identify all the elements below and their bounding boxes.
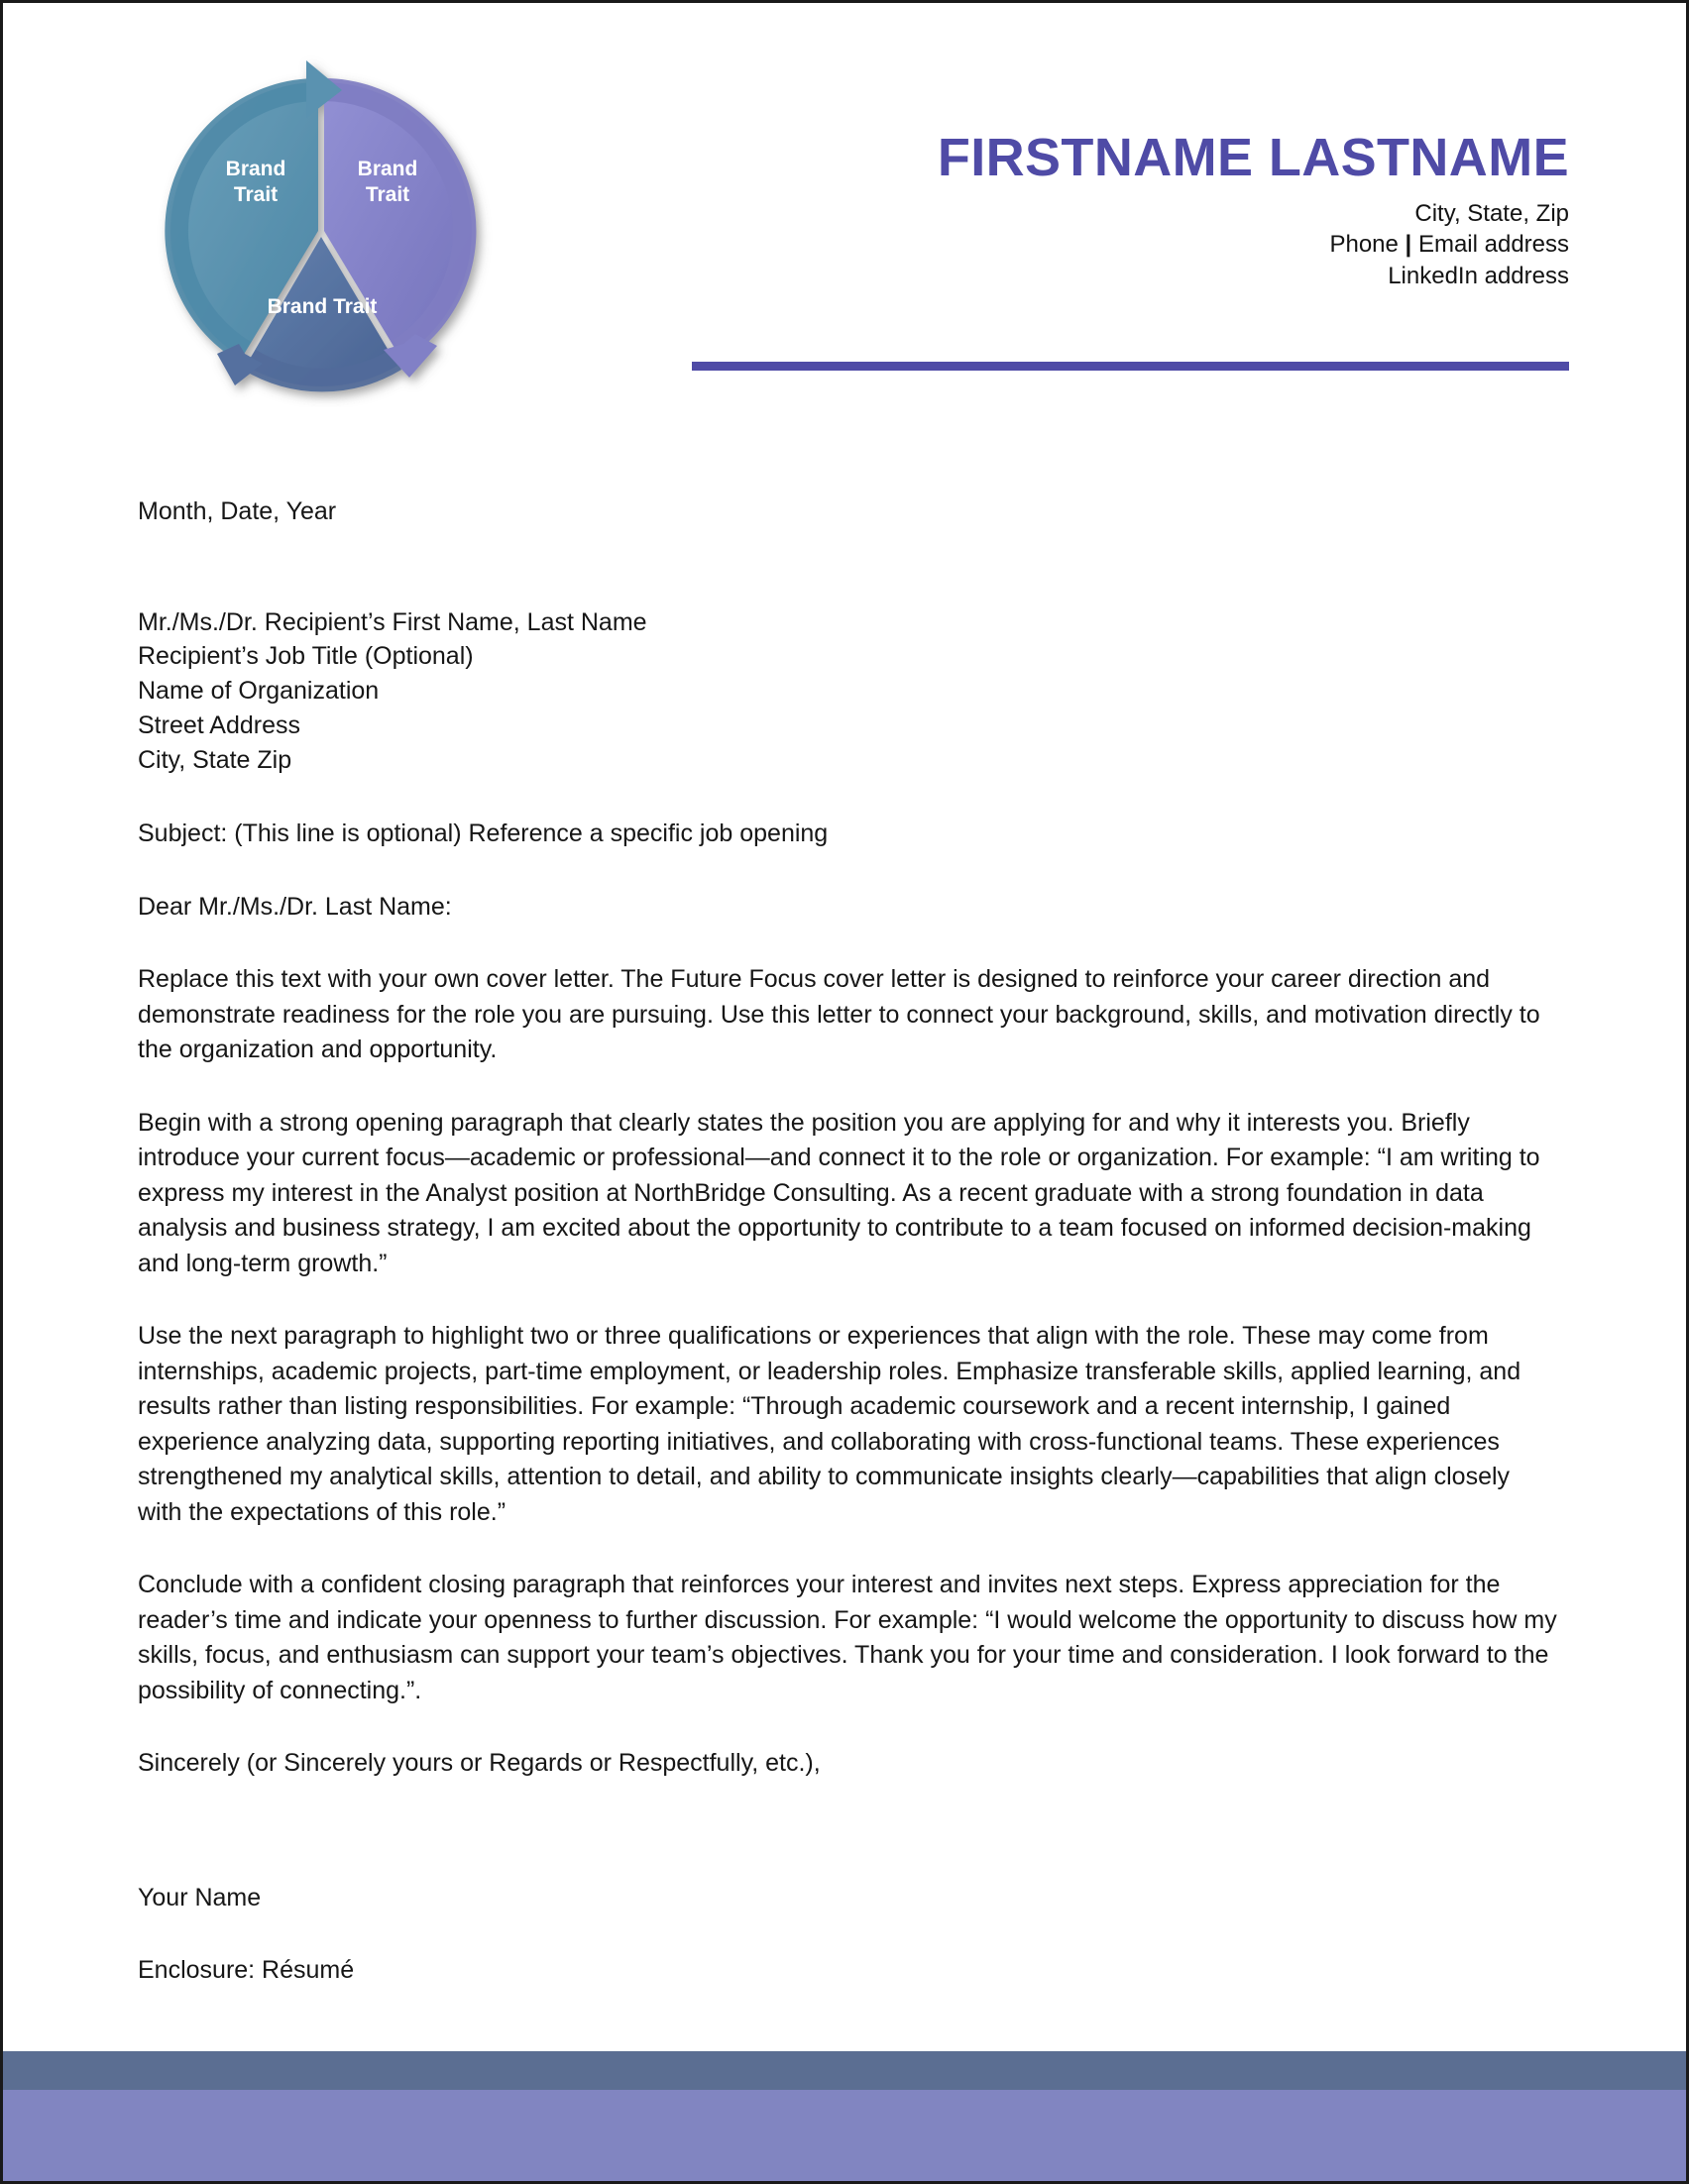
letter-date: Month, Date, Year bbox=[138, 497, 337, 525]
diagram-label-bottom: Brand Trait bbox=[267, 295, 378, 318]
contact-location: City, State, Zip bbox=[1414, 200, 1569, 228]
subject-line: Subject: (This line is optional) Reference a specific job opening bbox=[138, 819, 829, 848]
contact-linkedin: LinkedIn address bbox=[1388, 262, 1569, 289]
letterhead-header bbox=[3, 3, 1686, 399]
recipient-street-address: Street Address bbox=[138, 710, 300, 739]
body-paragraph-1: Replace this text with your own cover letter. The Future Focus cover letter is designed to reinforce your career direction and demonstrate readiness for the role you are pursuing. Use this letter to connect your background, skills, and motivation directly to the organization and opportunity. bbox=[138, 965, 1540, 1064]
contact-phone-label: Phone bbox=[1329, 231, 1399, 259]
letter-body bbox=[138, 494, 1559, 1989]
recipient-address-block bbox=[138, 605, 1559, 778]
diagram-label-right-line2: Trait bbox=[365, 183, 410, 206]
enclosure-line: Enclosure: Résumé bbox=[138, 1956, 355, 1985]
contact-phone-email bbox=[677, 229, 1569, 260]
identity-block bbox=[677, 130, 1569, 291]
footer-bars bbox=[3, 2051, 1686, 2181]
recipient-city-state-zip: City, State Zip bbox=[138, 745, 292, 774]
contact-separator: | bbox=[1398, 231, 1418, 259]
contact-block bbox=[677, 198, 1569, 291]
footer-bar-top bbox=[3, 2051, 1686, 2090]
signature-name: Your Name bbox=[138, 1883, 262, 1911]
recipient-name: Mr./Ms./Dr. Recipient’s First Name, Last Name bbox=[138, 607, 647, 636]
body-paragraph-2: Begin with a strong opening paragraph that clearly states the position you are applying for and why it interests you. Briefly introduce your current focus—academic or professional—and connect it to the role or organization. For example: “I am writing to express my interest in the Analyst position at NorthBridge Consulting. As a recent graduate with a strong foundation in data analysis and business strategy, I am excited about the opportunity to contribute to a team focused on informed decision-making and long-term growth.” bbox=[138, 1108, 1540, 1277]
body-paragraph-4: Conclude with a confident closing paragraph that reinforces your interest and invites next steps. Express appreciation for the reader’s time and indicate your openness to further discussion. For example: “I would welcome the opportunity to discuss how my skills, focus, and enthusiasm can support your team’s objectives. Thank you for your time and consideration. I look forward to the possibility of connecting.”. bbox=[138, 1571, 1557, 1704]
diagram-label-right-line1: Brand bbox=[357, 158, 418, 180]
body-paragraph-3: Use the next paragraph to highlight two or three qualifications or experiences that align with the role. These may come from internships, academic projects, part-time employment, or leadership roles. Emphasize transferable skills, applied learning, and results rather than listing responsibilities. For example: “Through academic coursework and a recent internship, I gained experience analyzing data, supporting reporting initiatives, and collaborating with cross-functional teams. These experiences strengthened my analytical skills, attention to detail, and ability to communicate insights clearly—capabilities that align closely with the expectations of this role.” bbox=[138, 1322, 1521, 1526]
closing-salutation: Sincerely (or Sincerely yours or Regards or Respectfully, etc.), bbox=[138, 1749, 821, 1778]
date-block bbox=[138, 494, 1559, 530]
brand-traits-diagram bbox=[130, 51, 516, 407]
recipient-organization: Name of Organization bbox=[138, 677, 380, 705]
diagram-label-left-line1: Brand bbox=[225, 158, 286, 180]
page-title: FIRSTNAME LASTNAME bbox=[937, 128, 1569, 187]
header-divider-rule bbox=[692, 362, 1569, 371]
contact-email-label: Email address bbox=[1417, 231, 1569, 259]
diagram-label-left-line2: Trait bbox=[233, 183, 279, 206]
recipient-job-title: Recipient’s Job Title (Optional) bbox=[138, 642, 474, 671]
salutation-line: Dear Mr./Ms./Dr. Last Name: bbox=[138, 892, 452, 921]
footer-bar-bottom bbox=[3, 2090, 1686, 2181]
